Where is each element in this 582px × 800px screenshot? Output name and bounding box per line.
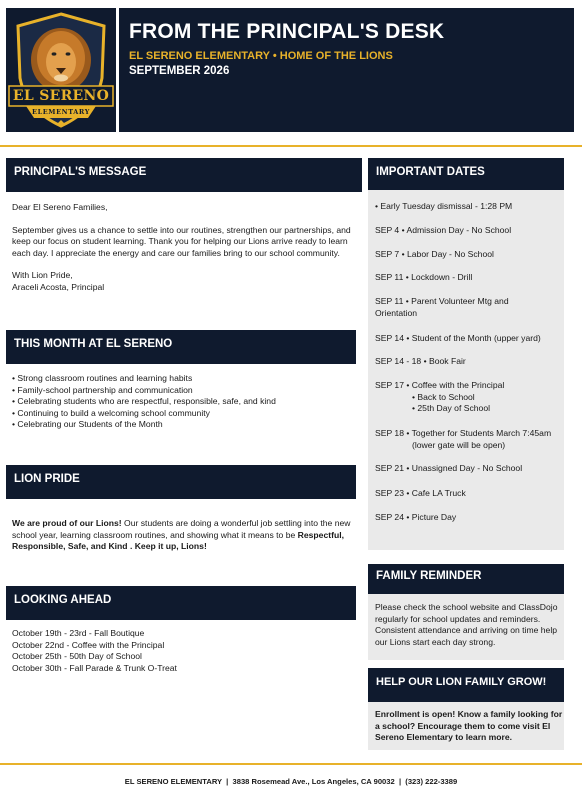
date-item-label: SEP 18 • Together for Students March 7:45am bbox=[375, 428, 552, 438]
school-logo bbox=[6, 8, 116, 132]
date-item: SEP 21 • Unassigned Day - No School bbox=[375, 463, 523, 473]
greeting: Dear El Sereno Families, bbox=[12, 202, 108, 212]
date-item-label: SEP 17 • Coffee with the Principal bbox=[375, 380, 505, 390]
list-item: October 25th - 50th Day of School bbox=[12, 651, 142, 661]
date-item-march bbox=[375, 428, 567, 451]
lion-pride-text bbox=[12, 518, 357, 553]
date-item: SEP 7 • Labor Day - No School bbox=[375, 249, 494, 259]
logo-name: EL SERENO bbox=[12, 88, 110, 104]
issue-date: SEPTEMBER 2026 bbox=[129, 65, 230, 77]
lion-pride-heading: LION PRIDE bbox=[6, 465, 356, 499]
message-body: September gives us a chance to settle into our routines, strengthen our partnerships, and keep our focus on student learning. Thank you for helping our Lions arrive ready to learn each day. I appreciate the energy and care our families bring to our school community. bbox=[12, 224, 351, 258]
important-dates-heading: IMPORTANT DATES bbox=[368, 158, 564, 192]
title-block bbox=[119, 8, 574, 132]
list-item: October 30th - Fall Parade & Trunk O-Treat bbox=[12, 662, 177, 673]
date-item: SEP 14 • Student of the Month (upper yard) bbox=[375, 333, 541, 343]
lion-pride-intro: We are proud of our Lions! bbox=[12, 518, 122, 528]
list-item: • Celebrating our Students of the Month bbox=[12, 419, 357, 431]
closing: With Lion Pride, bbox=[12, 270, 73, 280]
page-title: FROM THE PRINCIPAL'S DESK bbox=[129, 20, 445, 43]
lion-pride-values: Respectful, Responsible, Safe, and Kind . Keep it up, Lions! bbox=[12, 529, 344, 551]
date-item: SEP 11 • Parent Volunteer Mtg and Orientation bbox=[375, 296, 509, 318]
list-item: October 22nd - Coffee with the Principal bbox=[12, 639, 165, 650]
date-subitem: (lower gate will be open) bbox=[412, 439, 506, 450]
principal-message-heading: PRINCIPAL'S MESSAGE bbox=[6, 158, 362, 192]
footer-contact: EL SERENO ELEMENTARY | 3838 Rosemead Ave., Los Angeles, CA 90032 | (323) 222-3389 bbox=[124, 777, 458, 786]
date-item: SEP 4 • Admission Day - No School bbox=[375, 225, 512, 235]
top-divider bbox=[0, 145, 582, 147]
date-item: SEP 23 • Cafe LA Truck bbox=[375, 488, 466, 498]
date-item: SEP 24 • Picture Day bbox=[375, 512, 457, 522]
lion-pride-body: Our students are doing a wonderful job settling into the new school year, learning classroom routines, and showing what it means to be bbox=[12, 518, 351, 540]
date-item: • Early Tuesday dismissal - 1:28 PM bbox=[375, 201, 513, 211]
principal-message bbox=[12, 202, 357, 293]
list-item: • Family-school partnership and communication bbox=[12, 385, 357, 397]
list-item: • Strong classroom routines and learning habits bbox=[12, 373, 357, 385]
looking-ahead-heading: LOOKING AHEAD bbox=[6, 586, 356, 620]
looking-ahead-list bbox=[12, 628, 357, 674]
signature: Araceli Acosta, Principal bbox=[12, 281, 105, 292]
date-item-coffee bbox=[375, 380, 561, 415]
this-month-list bbox=[12, 373, 357, 431]
logo-ribbon: ELEMENTARY bbox=[32, 108, 90, 116]
date-subitem: • Back to School bbox=[412, 391, 475, 402]
grow-text: Enrollment is open! Know a family looking for a school? Encourage them to come visit El Sereno Elementary to learn more. bbox=[375, 709, 563, 742]
newsletter-header bbox=[6, 8, 574, 132]
family-reminder-text: Please check the school website and ClassDojo regularly for school updates and reminders. Consistent attendance and arriving on time help our Lions start each day strong. bbox=[375, 602, 558, 647]
date-item: SEP 14 - 18 • Book Fair bbox=[375, 356, 466, 366]
school-tagline: EL SERENO ELEMENTARY • HOME OF THE LIONS bbox=[129, 50, 393, 62]
grow-heading: HELP OUR LION FAMILY GROW! bbox=[368, 668, 564, 702]
list-item: October 19th - 23rd - Fall Boutique bbox=[12, 628, 145, 638]
date-subitem: • 25th Day of School bbox=[412, 403, 491, 413]
this-month-heading: THIS MONTH AT EL SERENO bbox=[6, 330, 356, 364]
family-reminder-heading: FAMILY REMINDER bbox=[368, 564, 564, 594]
bottom-divider bbox=[0, 763, 582, 765]
list-item: • Continuing to build a welcoming school community bbox=[12, 408, 357, 420]
list-item: • Celebrating students who are respectful, responsible, safe, and kind bbox=[12, 396, 357, 408]
date-item: SEP 11 • Lockdown - Drill bbox=[375, 272, 473, 282]
